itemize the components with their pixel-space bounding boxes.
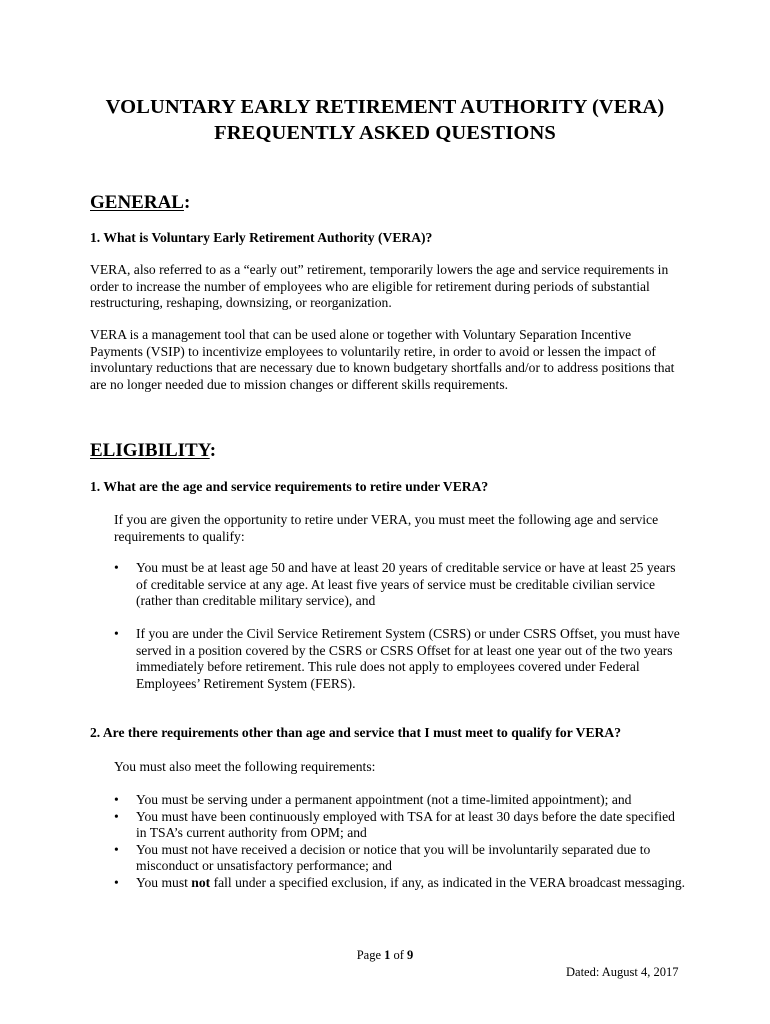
list-item-text: fall under a specified exclusion, if any, as indicated in the VERA broadcast messaging. <box>210 874 686 890</box>
page-of: of <box>390 948 408 962</box>
page-total: 9 <box>407 948 414 962</box>
page-current: 1 <box>384 948 391 962</box>
page-label: Page <box>356 948 385 962</box>
document-title-line-1: VOLUNTARY EARLY RETIREMENT AUTHORITY (VERA) <box>105 96 665 118</box>
eligibility-question-1-intro: If you are given the opportunity to retire under VERA, you must meet the following age and service requirements to qualify: <box>114 512 659 544</box>
emphasis-not: not <box>191 874 211 890</box>
document-title-line-2: FREQUENTLY ASKED QUESTIONS <box>214 122 556 144</box>
section-heading-eligibility-text: ELIGIBILITY <box>90 440 210 461</box>
general-answer-paragraph-2: VERA is a management tool that can be used alone or together with Voluntary Separation Incentive Payments (VSIP) to incentivize employees to voluntarily retire, in order to avoid or lessen the impact of involuntary reductions that are necessary due to known budgetary shortfalls and/or to address positions that are no longer needed due to mission changes or different skills requirements. <box>90 327 675 392</box>
eligibility-question-2-bullets <box>114 792 686 892</box>
section-heading-colon: : <box>209 440 217 461</box>
section-heading-colon: : <box>183 192 191 213</box>
eligibility-question-1-bullets-2 <box>114 626 686 692</box>
eligibility-question-2: 2. Are there requirements other than age and service that I must meet to qualify for VERA? <box>90 725 621 740</box>
list-item: • You must have been continuously employed with TSA for at least 30 days before the date specified in TSA’s current authority from OPM; and <box>114 809 686 842</box>
section-heading-general-text: GENERAL <box>90 192 184 213</box>
section-heading-eligibility <box>90 439 216 463</box>
document-date: Dated: August 4, 2017 <box>566 965 679 979</box>
general-answer-paragraph-1: VERA, also referred to as a “early out” retirement, temporarily lowers the age and service requirements in order to increase the number of employees who are eligible for retirement during periods of substantial restructuring, reshaping, downsizing, or reorganization. <box>90 262 669 311</box>
eligibility-question-2-intro: You must also meet the following requirements: <box>114 759 376 774</box>
eligibility-question-1: 1. What are the age and service requirements to retire under VERA? <box>90 479 489 494</box>
list-item-text: You must <box>136 874 192 890</box>
general-question-1: 1. What is Voluntary Early Retirement Authority (VERA)? <box>90 230 433 245</box>
list-item-exclusion <box>114 875 686 892</box>
page-number <box>0 948 770 963</box>
list-item: • You must be serving under a permanent appointment (not a time-limited appointment); and <box>114 792 686 809</box>
section-heading-general <box>90 191 190 215</box>
list-item: • You must not have received a decision or notice that you will be involuntarily separated due to misconduct or unsatisfactory performance; and <box>114 842 686 875</box>
list-item: • You must be at least age 50 and have at least 20 years of creditable service or have at least 25 years of creditable service at any age. At least five years of service must be creditable civilian service (rather than creditable military service), and <box>114 560 686 610</box>
eligibility-question-1-bullets <box>114 560 686 610</box>
list-item: • If you are under the Civil Service Retirement System (CSRS) or under CSRS Offset, you must have served in a position covered by the CSRS or CSRS Offset for at least one year out of the two years immediately before retirement. This rule does not apply to employees covered under Federal Employees’ Retirement System (FERS). <box>114 626 686 692</box>
